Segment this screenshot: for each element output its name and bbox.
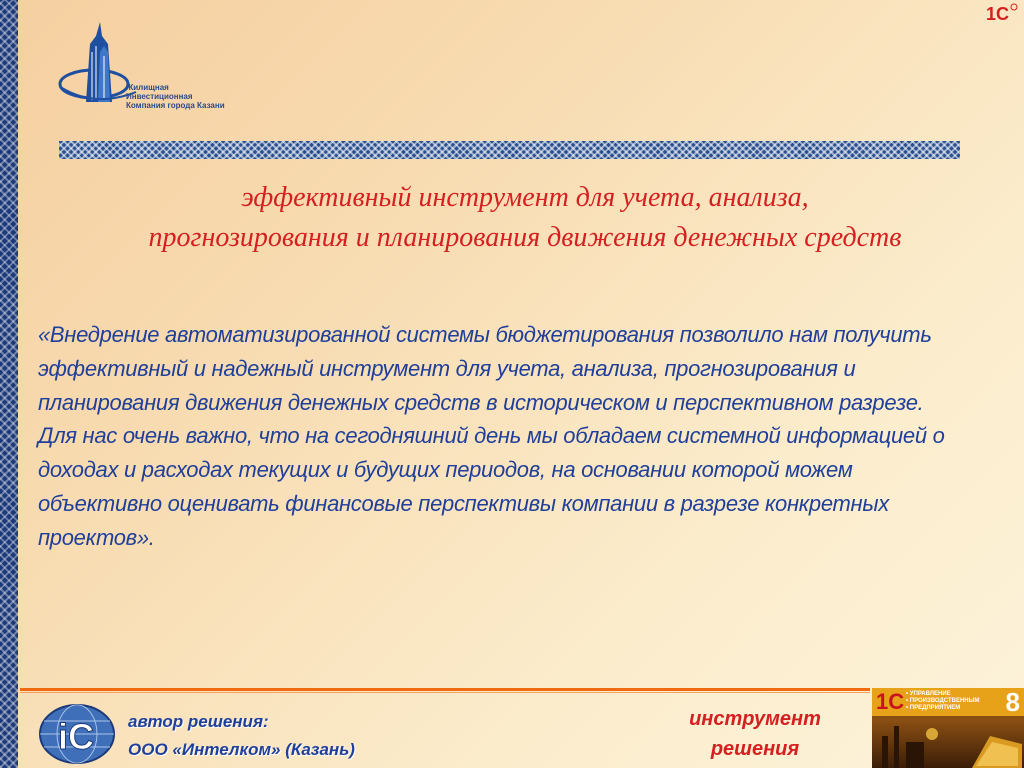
slide-title-line2: прогнозирования и планирования движения денежных средств (148, 222, 902, 253)
solution-tool-line2: решения (710, 738, 800, 760)
1c-corner-logo (984, 2, 1018, 24)
slide-title (30, 178, 1020, 258)
company-logo-line2: Инвестиционная (126, 92, 193, 101)
company-logo-line3: Компания города Казани (126, 101, 225, 110)
1c-corner-logo-text: 1С (986, 4, 1010, 24)
factory-silhouette-icon (872, 716, 1024, 768)
author-label: автор решения: (128, 712, 269, 731)
author-name: ООО «Интелком» (Казань) (128, 740, 355, 759)
footer-divider (20, 688, 870, 691)
1c-product-box-image (872, 688, 1024, 768)
product-box-lines (906, 691, 980, 712)
footer-divider-thin (20, 692, 870, 693)
svg-text:iС: iС (58, 716, 94, 757)
product-box-version: 8 (1005, 688, 1020, 717)
slide-title-line1: эффективный инструмент для учета, анализа, (241, 182, 809, 213)
1c-globe-logo (36, 703, 118, 765)
solution-tool-line1: инструмент (689, 708, 821, 730)
testimonial-quote (38, 318, 978, 555)
hatched-divider (59, 141, 960, 159)
quote-paragraph-1: «Внедрение автоматизированной системы бюджетирования позволило нам получить эффективный и надежный инструмент для учета, анализа, прогнозирования и планирования движения денежных средств в историческом и перспективном разрезе. (38, 322, 932, 415)
quote-paragraph-2: Для нас очень важно, что на сегодняшний день мы обладаем системной информацией о доходах и расходах текущих и будущих периодов, на основании которой можем объективно оценивать финансовые перспективы компании в разрезе конкретных проектов». (38, 423, 945, 550)
product-box-line2: • ПРОИЗВОДСТВЕННЫМ (906, 698, 980, 704)
author-block (128, 708, 355, 764)
solution-tool-label (640, 704, 870, 764)
left-decorative-strip (0, 0, 18, 768)
company-logo (56, 22, 246, 114)
product-box-line1: • УПРАВЛЕНИЕ (906, 691, 951, 697)
product-box-line3: • ПРЕДПРИЯТИЕМ (906, 705, 961, 711)
company-logo-line1: Жилищная (126, 83, 169, 92)
product-box-brand: 1С (876, 689, 905, 714)
